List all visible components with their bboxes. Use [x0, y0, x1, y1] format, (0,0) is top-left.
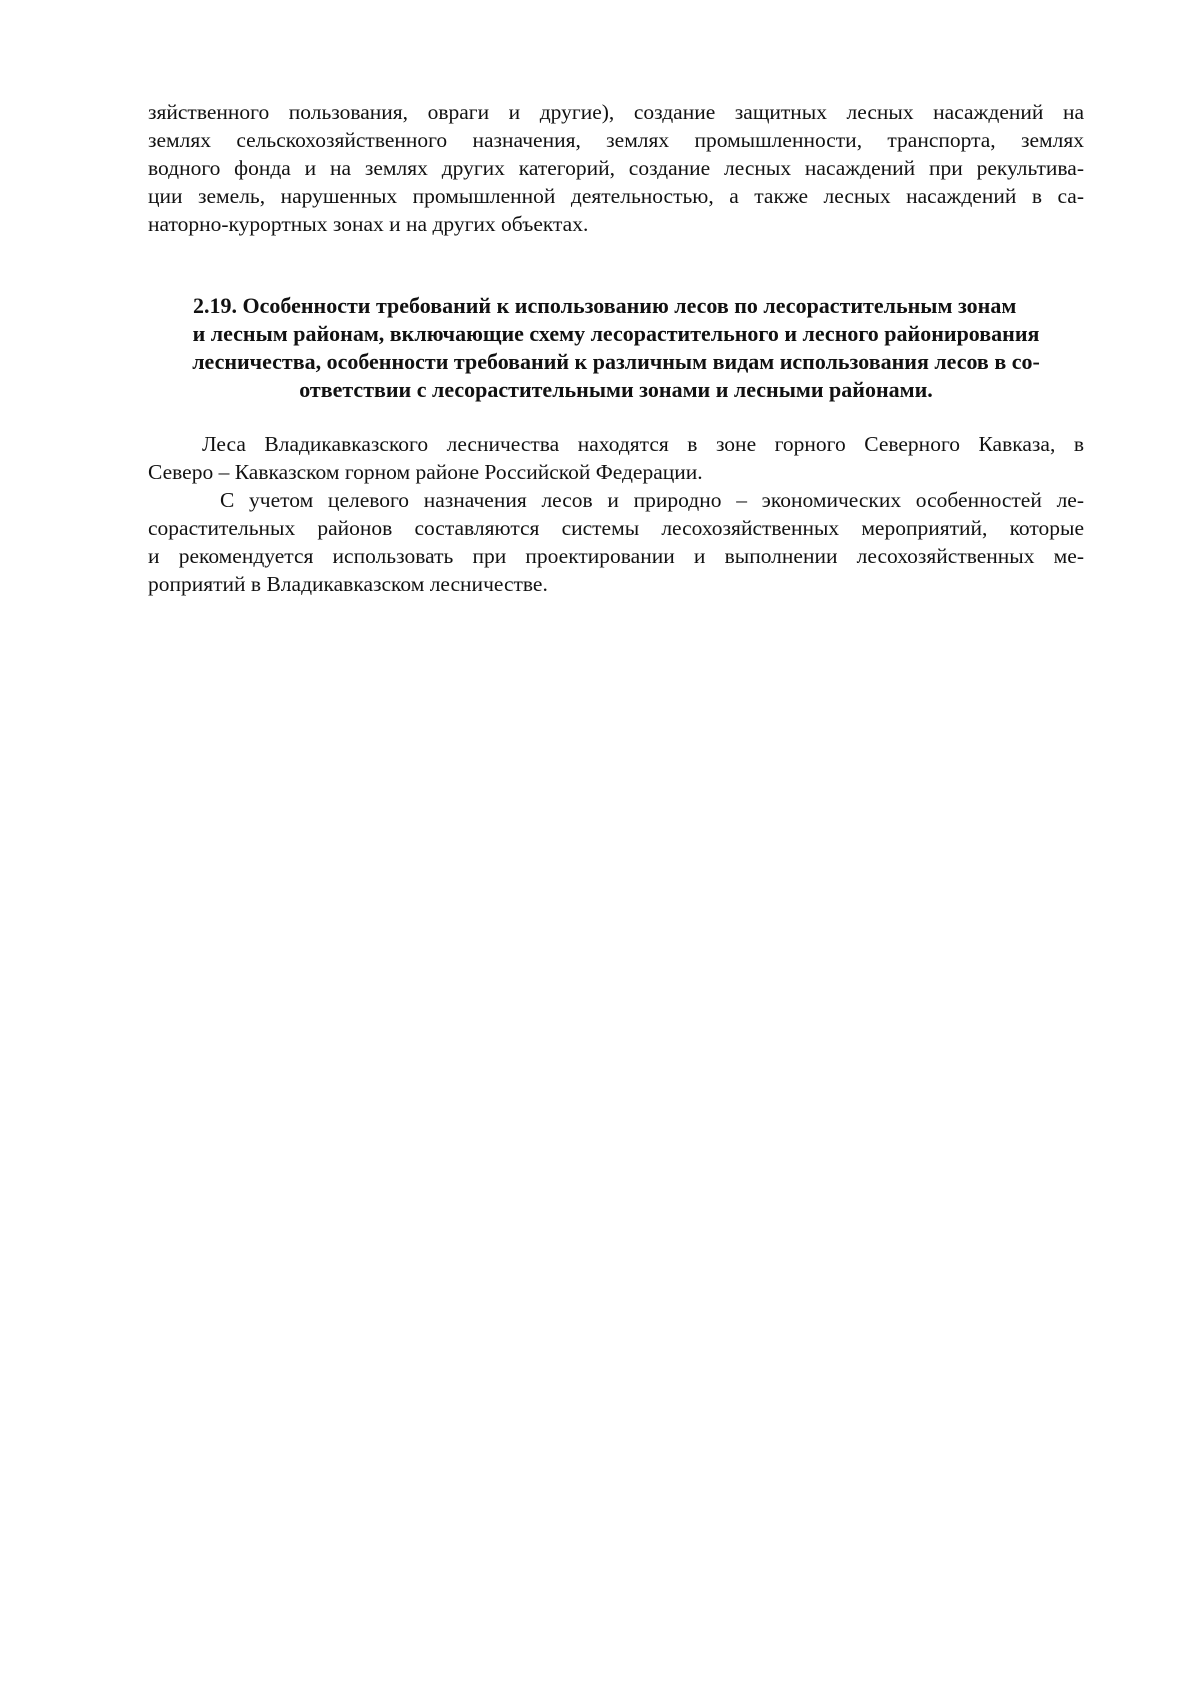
text-line: ции земель, нарушенных промышленной деятельностью, а также лесных насаждений в са- — [148, 184, 1084, 208]
text-line: и рекомендуется использовать при проектировании и выполнении лесохозяйственных ме- — [148, 544, 1084, 568]
text-line: роприятий в Владикавказском лесничестве. — [148, 572, 548, 596]
intro-paragraph — [148, 98, 1084, 238]
text-line: водного фонда и на землях других категорий, создание лесных насаждений при рекультива- — [148, 156, 1084, 180]
text-line: наторно-курортных зонах и на других объектах. — [148, 212, 589, 236]
text-line: землях сельскохозяйственного назначения, землях промышленности, транспорта, землях — [148, 128, 1084, 152]
text-line: Северо – Кавказском горном районе Российской Федерации. — [148, 460, 703, 484]
text-line: С учетом целевого назначения лесов и природно – экономических особенностей ле- — [220, 488, 1084, 512]
paragraph-forest-location — [148, 430, 1084, 486]
heading-line: и лесным районам, включающие схему лесорастительного и лесного районирования — [192, 321, 1040, 346]
section-heading — [148, 292, 1084, 404]
text-line: сорастительных районов составляются системы лесохозяйственных мероприятий, которые — [148, 516, 1084, 540]
heading-line: лесничества, особенности требований к различным видам использования лесов в со- — [192, 349, 1040, 374]
text-line: Леса Владикавказского лесничества находятся в зоне горного Северного Кавказа, в — [202, 432, 1084, 456]
paragraph-forest-measures — [148, 486, 1084, 598]
heading-line: ответствии с лесорастительными зонами и лесными районами. — [299, 377, 933, 402]
heading-line: 2.19. Особенности требований к использованию лесов по лесорастительным зонам — [193, 293, 1017, 318]
text-line: зяйственного пользования, овраги и другие), создание защитных лесных насаждений на — [148, 100, 1084, 124]
